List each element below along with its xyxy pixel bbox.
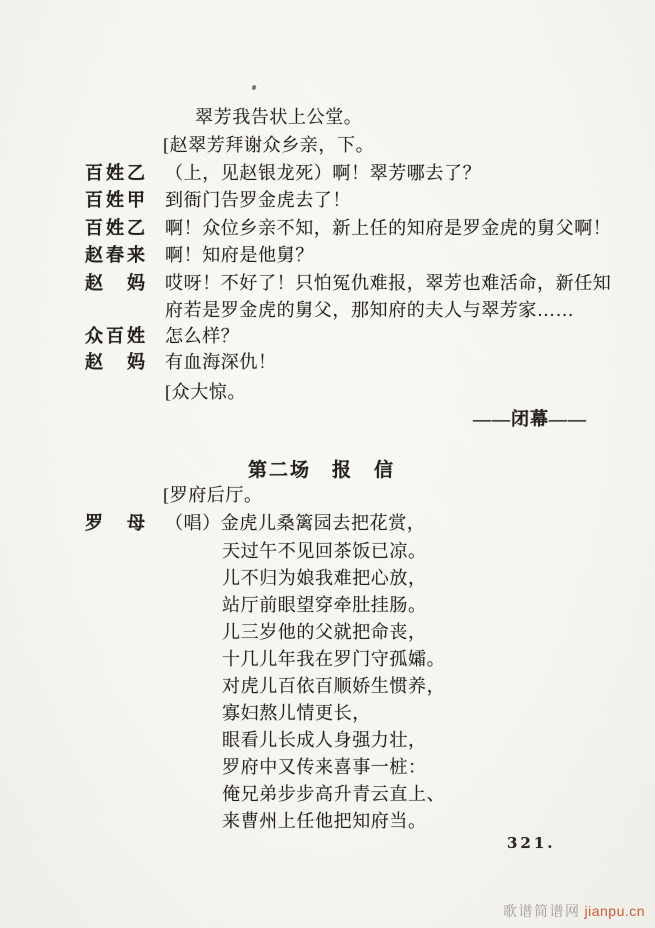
script-line bbox=[0, 296, 655, 318]
watermark-site-url: jianpu.cn bbox=[584, 903, 646, 919]
lyric-line bbox=[0, 537, 655, 559]
line-text: 翠芳我告状上公堂。 bbox=[195, 107, 363, 127]
speaker-name: 百姓乙 bbox=[85, 163, 148, 183]
script-line bbox=[0, 186, 655, 208]
line-text: （唱）金虎儿桑篱园去把花赏， bbox=[165, 513, 426, 533]
script-line bbox=[0, 103, 655, 125]
script-line bbox=[0, 348, 655, 370]
line-text: 眼看儿长成人身强力壮， bbox=[222, 730, 427, 750]
script-line bbox=[0, 241, 655, 263]
lyric-line bbox=[0, 618, 655, 640]
line-text: 罗府中又传来喜事一桩： bbox=[222, 757, 427, 777]
line-text: 府若是罗金虎的舅父，那知府的夫人与翠芳家…… bbox=[165, 300, 575, 320]
script-line bbox=[0, 322, 655, 344]
line-text: 啊！众位乡亲不知，新上任的知府是罗金虎的舅父啊！ bbox=[165, 218, 612, 238]
lyric-line bbox=[0, 753, 655, 775]
lyric-line bbox=[0, 780, 655, 802]
line-text: 哎呀！不好了！只怕冤仇难报，翠芳也难活命，新任知 bbox=[165, 273, 612, 293]
line-text: 有血海深仇！ bbox=[165, 352, 277, 372]
speaker-name: 罗 母 bbox=[85, 513, 148, 533]
lyric-line bbox=[0, 807, 655, 829]
line-text: 站厅前眼望穿牵肚挂肠。 bbox=[222, 595, 427, 615]
line-text: （上，见赵银龙死）啊！翠芳哪去了？ bbox=[165, 163, 482, 183]
line-text: 到衙门告罗金虎去了！ bbox=[165, 190, 351, 210]
watermark-site-name: 歌谱简谱网 bbox=[503, 903, 581, 919]
stage-direction bbox=[0, 131, 655, 153]
lyric-line bbox=[0, 645, 655, 667]
line-text: 来曹州上任他把知府当。 bbox=[222, 811, 427, 831]
scene-heading: 第二场 报 信 bbox=[248, 460, 396, 481]
line-text: 天过午不见回茶饭已凉。 bbox=[222, 541, 427, 561]
line-text: [罗府后厅。 bbox=[163, 485, 263, 505]
ink-speck bbox=[251, 84, 256, 90]
page-number: 321. bbox=[507, 834, 556, 852]
lyric-line bbox=[0, 672, 655, 694]
line-text: 俺兄弟步步高升青云直上、 bbox=[222, 784, 446, 804]
curtain-note: ——闭幕—— bbox=[473, 409, 587, 429]
line-text: 儿不归为娘我难把心放， bbox=[222, 568, 427, 588]
speaker-name: 赵 妈 bbox=[85, 273, 148, 293]
line-text: [众大惊。 bbox=[165, 382, 246, 402]
script-line bbox=[0, 159, 655, 181]
watermark bbox=[503, 901, 645, 921]
line-text: 儿三岁他的父就把命丧， bbox=[222, 622, 427, 642]
script-line bbox=[0, 214, 655, 236]
script-line bbox=[0, 269, 655, 291]
line-text: 寡妇熬儿情更长， bbox=[222, 703, 371, 723]
line-text: [赵翠芳拜谢众乡亲，下。 bbox=[163, 135, 375, 155]
lyric-line bbox=[0, 699, 655, 721]
line-text: 对虎儿百依百顺娇生惯养， bbox=[222, 676, 446, 696]
stage-direction bbox=[0, 378, 655, 400]
stage-direction bbox=[0, 481, 655, 503]
speaker-name: 赵 妈 bbox=[85, 352, 148, 372]
speaker-name: 众百姓 bbox=[85, 326, 148, 346]
speaker-name: 百姓甲 bbox=[85, 190, 148, 210]
line-text: 怎么样？ bbox=[165, 326, 240, 346]
line-text: 啊！知府是他舅？ bbox=[165, 245, 314, 265]
lyric-line bbox=[0, 591, 655, 613]
speaker-name: 百姓乙 bbox=[85, 218, 148, 238]
script-line bbox=[0, 509, 655, 531]
speaker-name: 赵春来 bbox=[85, 245, 148, 265]
line-text: 十几儿年我在罗门守孤孀。 bbox=[222, 649, 446, 669]
lyric-line bbox=[0, 726, 655, 748]
lyric-line bbox=[0, 564, 655, 586]
